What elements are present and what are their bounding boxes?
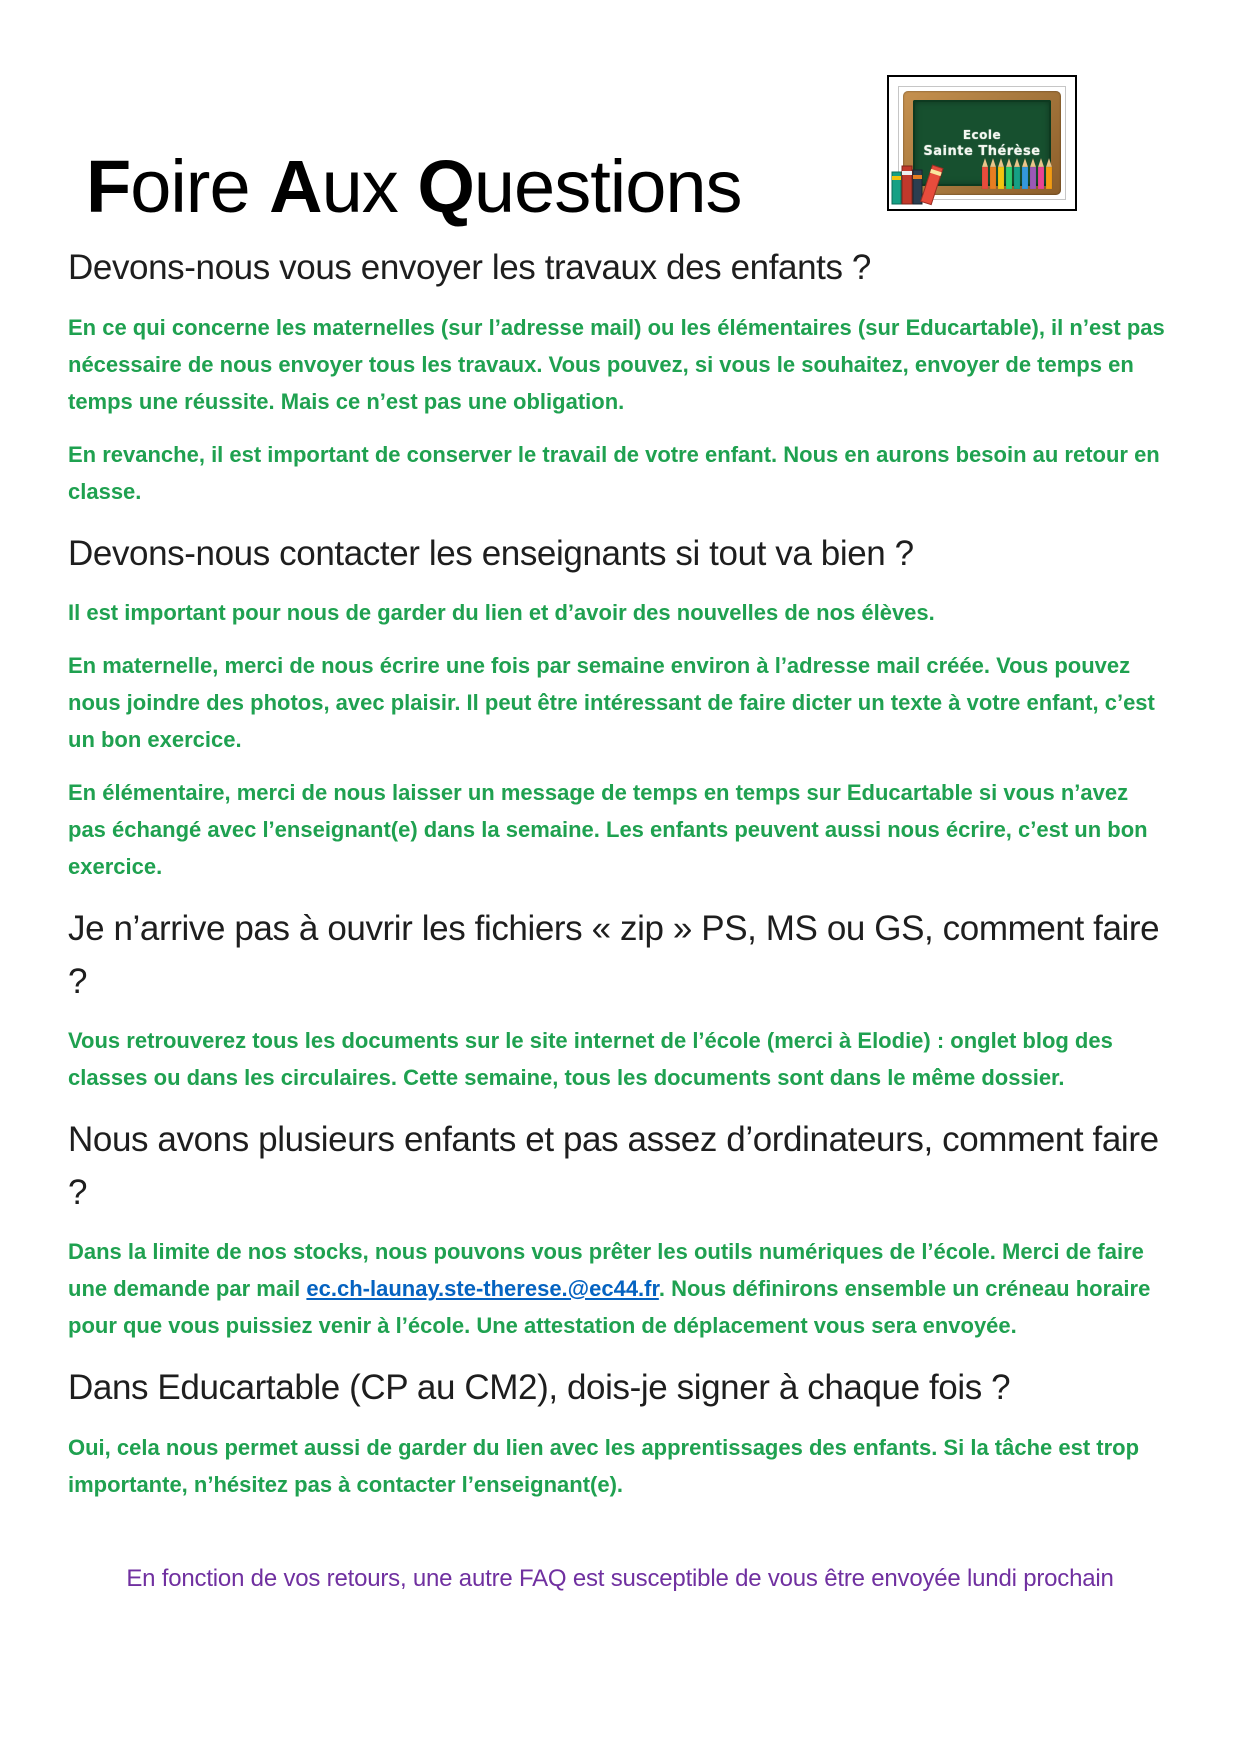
faq-section [68, 1114, 1172, 1344]
logo-text-line1: Ecole [962, 127, 1002, 142]
title-letter-f: F [86, 145, 131, 228]
title-text: oire [130, 145, 270, 228]
faq-section [68, 528, 1172, 886]
header [68, 127, 1172, 228]
answer-paragraph: Oui, cela nous permet aussi de garder du lien avec les apprentissages des enfants. Si la tâche est trop importante, n’hésitez pas à contacter l’enseignant(e). [68, 1434, 1140, 1497]
footer-note: En fonction de vos retours, une autre FAQ est susceptible de vous être envoyée lundi prochain [126, 1564, 1114, 1592]
chalkboard-frame [903, 91, 1061, 195]
books-icon [890, 156, 946, 206]
question-heading: Nous avons plusieurs enfants et pas assez d’ordinateurs, comment faire ? [68, 1120, 1159, 1212]
answer-paragraph: Vous retrouverez tous les documents sur le site internet de l’école (merci à Elodie) : onglet blog des classes ou dans les circulaires. Cette semaine, tous les documents sont dans le même dossier. [68, 1028, 1113, 1090]
question-heading: Dans Educartable (CP au CM2), dois-je signer à chaque fois ? [68, 1368, 1011, 1407]
answer-paragraph: Il est important pour nous de garder du lien et d’avoir des nouvelles de nos élèves. [68, 600, 935, 625]
school-logo-photo [898, 86, 1066, 200]
answer-paragraph: En ce qui concerne les maternelles (sur l’adresse mail) ou les élémentaires (sur Educartable), il n’est pas nécessaire de nous envoyer tous les travaux. Vous pouvez, si vous le souhaitez, envoyer de temps en temps une réussite. Mais ce n’est pas une obligation. [68, 314, 1165, 414]
faq-content [68, 242, 1172, 1503]
email-link[interactable]: ec.ch-launay.ste-therese.@ec44.fr [306, 1276, 659, 1301]
answer-paragraph: En maternelle, merci de nous écrire une fois par semaine environ à l’adresse mail créée. Vous pouvez nous joindre des photos, avec plaisir. Il peut être intéressant de faire dicter un texte à votre enfant, c’est un bon exercice. [68, 653, 1155, 752]
school-logo [887, 75, 1077, 211]
title-letter-q: Q [417, 145, 474, 228]
question-heading: Je n’arrive pas à ouvrir les fichiers « zip » PS, MS ou GS, comment faire ? [68, 909, 1160, 1001]
question-heading: Devons-nous contacter les enseignants si tout va bien ? [68, 533, 914, 573]
faq-section [68, 1362, 1172, 1503]
faq-section [68, 903, 1172, 1096]
question-heading: Devons-nous vous envoyer les travaux des enfants ? [68, 248, 871, 287]
logo-text-line2: Sainte Thérèse [923, 143, 1041, 159]
title-letter-a: A [269, 145, 322, 228]
answer-text: Dans la limite de nos stocks, nous pouvons vous prêter les outils numériques de l’école. Merci de faire une demande par mail [68, 1239, 1144, 1301]
answer-text: . Nous définirons ensemble un créneau horaire pour que vous puissiez venir à l’école. Une attestation de déplacement vous sera envoyée. [68, 1276, 1151, 1338]
faq-section [68, 242, 1172, 510]
title-text: ux [321, 145, 418, 228]
pencils-icon [981, 157, 1055, 189]
answer-paragraph: En revanche, il est important de conserver le travail de votre enfant. Nous en aurons besoin au retour en classe. [68, 441, 1160, 504]
answer-paragraph [68, 1233, 1172, 1344]
answer-paragraph: En élémentaire, merci de nous laisser un message de temps en temps sur Educartable si vous n’avez pas échangé avec l’enseignant(e) dans la semaine. Les enfants peuvent aussi nous écrire, c’est un bon exercice. [68, 780, 1148, 879]
title-text: uestions [473, 145, 742, 228]
